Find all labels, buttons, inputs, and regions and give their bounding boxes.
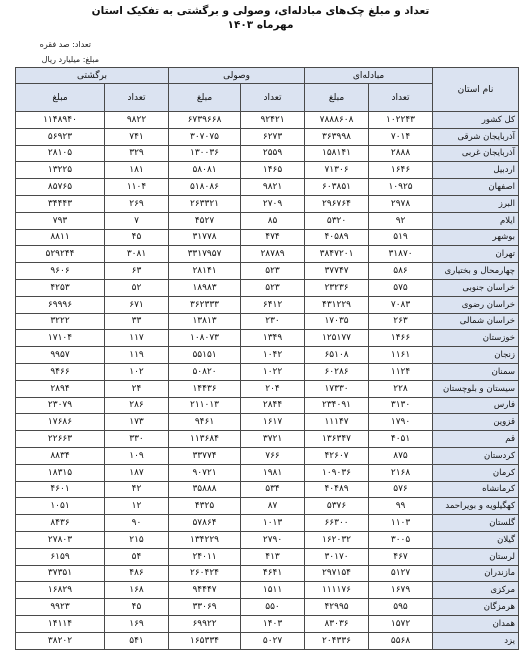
cell-returned-count: ۱۰۹ xyxy=(105,447,169,464)
cell-collected-count: ۲۵۵۹ xyxy=(241,145,305,162)
cell-returned-count: ۵۴ xyxy=(105,548,169,565)
cell-returned-count: ۳۳ xyxy=(105,313,169,330)
table-row xyxy=(16,548,519,565)
table-row xyxy=(16,464,519,481)
header-exchanged: مبادله‌ای xyxy=(305,68,433,84)
cell-exchanged-count: ۲۲۸ xyxy=(369,380,433,397)
cell-exchanged-amount: ۲۹۷۱۵۴ xyxy=(305,565,369,582)
cell-exchanged-amount: ۷۸۸۸۶۰۸ xyxy=(305,112,369,129)
cell-returned-amount: ۵۶۹۲۳ xyxy=(16,128,105,145)
cell-exchanged-count: ۷۰۸۳ xyxy=(369,296,433,313)
cell-collected-amount: ۳۳۱۷۹۵۷ xyxy=(169,246,241,263)
table-row xyxy=(16,515,519,532)
count-unit-note: تعداد: صد فقره xyxy=(39,40,91,49)
cell-exchanged-amount: ۱۲۵۱۷۷ xyxy=(305,330,369,347)
cell-returned-amount: ۱۸۳۱۵ xyxy=(16,464,105,481)
cell-returned-amount: ۸۸۳۴ xyxy=(16,447,105,464)
cell-province: تهران xyxy=(433,246,519,263)
table-row xyxy=(16,615,519,632)
cell-collected-count: ۶۴۱۲ xyxy=(241,296,305,313)
table-row xyxy=(16,582,519,599)
table-row xyxy=(16,380,519,397)
cell-exchanged-count: ۵۱۲۷ xyxy=(369,565,433,582)
cell-returned-count: ۱۱۹ xyxy=(105,347,169,364)
cell-exchanged-count: ۲۱۶۸ xyxy=(369,464,433,481)
cell-exchanged-count: ۱۶۷۹ xyxy=(369,582,433,599)
page-title xyxy=(0,4,521,32)
cell-returned-amount: ۸۴۳۶ xyxy=(16,515,105,532)
cell-returned-amount: ۱۳۲۲۵ xyxy=(16,162,105,179)
cell-collected-count: ۴۱۳ xyxy=(241,548,305,565)
cell-returned-count: ۵۲ xyxy=(105,279,169,296)
cell-returned-count: ۱۱۷ xyxy=(105,330,169,347)
cell-collected-amount: ۹۴۶۱ xyxy=(169,414,241,431)
cell-province: کرمان xyxy=(433,464,519,481)
table-row xyxy=(16,229,519,246)
cell-collected-amount: ۱۰۸۰۷۳ xyxy=(169,330,241,347)
cell-returned-count: ۶۳ xyxy=(105,263,169,280)
cell-exchanged-amount: ۱۰۹۰۳۶ xyxy=(305,464,369,481)
table-row xyxy=(16,162,519,179)
cell-exchanged-count: ۱۱۶۱ xyxy=(369,347,433,364)
cell-collected-count: ۱۴۰۳ xyxy=(241,615,305,632)
cell-exchanged-count: ۱۶۴۶ xyxy=(369,162,433,179)
cell-exchanged-amount: ۳۰۱۷۰ xyxy=(305,548,369,565)
cell-exchanged-amount: ۲۰۴۳۳۶ xyxy=(305,632,369,649)
cell-collected-count: ۱۵۱۱ xyxy=(241,582,305,599)
cell-returned-amount: ۲۸۹۴ xyxy=(16,380,105,397)
cell-exchanged-amount: ۱۱۱۴۷ xyxy=(305,414,369,431)
table-row xyxy=(16,330,519,347)
cell-returned-count: ۷۴۱ xyxy=(105,128,169,145)
table-row xyxy=(16,431,519,448)
cell-returned-count: ۱۱۰۴ xyxy=(105,179,169,196)
cell-province: یزد xyxy=(433,632,519,649)
cell-exchanged-count: ۵۷۵ xyxy=(369,279,433,296)
cell-exchanged-count: ۱۰۲۲۴۳ xyxy=(369,112,433,129)
table-row xyxy=(16,263,519,280)
cell-collected-amount: ۱۳۴۲۲۹ xyxy=(169,531,241,548)
table-row xyxy=(16,599,519,616)
cell-exchanged-amount: ۵۳۲۰ xyxy=(305,212,369,229)
cell-collected-amount: ۵۵۱۵۱ xyxy=(169,347,241,364)
cell-exchanged-amount: ۴۰۴۸۹ xyxy=(305,481,369,498)
cell-exchanged-amount: ۳۸۴۷۲۰۱ xyxy=(305,246,369,263)
table-row xyxy=(16,212,519,229)
header-province: نام استان xyxy=(433,68,519,112)
cell-exchanged-amount: ۷۱۳۰۶ xyxy=(305,162,369,179)
title-line-2: مهرماه ۱۴۰۳ xyxy=(227,19,294,31)
cell-returned-count: ۷ xyxy=(105,212,169,229)
header-exchanged-count: تعداد xyxy=(369,84,433,112)
cell-collected-amount: ۳۵۸۸۸ xyxy=(169,481,241,498)
cell-exchanged-amount: ۱۷۰۳۵ xyxy=(305,313,369,330)
cell-returned-amount: ۲۲۶۶۳ xyxy=(16,431,105,448)
cell-exchanged-count: ۱۷۹۰ xyxy=(369,414,433,431)
cell-collected-count: ۸۵ xyxy=(241,212,305,229)
cell-returned-count: ۹۸۲۲ xyxy=(105,112,169,129)
table-row xyxy=(16,363,519,380)
title-line-1: تعداد و مبلغ چک‌های مبادله‌ای، وصولی و برگشتی به تفکیک استان xyxy=(91,5,430,17)
cell-collected-amount: ۵۸۰۸۱ xyxy=(169,162,241,179)
cell-collected-amount: ۱۶۵۳۳۴ xyxy=(169,632,241,649)
cell-province: کهگیلویه و بویراحمد xyxy=(433,498,519,515)
cell-returned-amount: ۲۸۱۰۵ xyxy=(16,145,105,162)
cell-collected-count: ۴۷۴ xyxy=(241,229,305,246)
cell-exchanged-amount: ۱۵۸۱۴۱ xyxy=(305,145,369,162)
cell-province: قم xyxy=(433,431,519,448)
cell-collected-count: ۲۷۹۰ xyxy=(241,531,305,548)
cell-collected-amount: ۹۴۴۴۷ xyxy=(169,582,241,599)
cell-returned-amount: ۸۸۱۱ xyxy=(16,229,105,246)
cell-exchanged-count: ۴۰۵۱ xyxy=(369,431,433,448)
cell-province: زنجان xyxy=(433,347,519,364)
cell-exchanged-amount: ۳۷۷۴۷ xyxy=(305,263,369,280)
cell-collected-count: ۵۰۲۷ xyxy=(241,632,305,649)
cell-returned-amount: ۱۴۱۱۴ xyxy=(16,615,105,632)
cell-collected-count: ۸۷ xyxy=(241,498,305,515)
cell-collected-amount: ۱۱۳۶۸۴ xyxy=(169,431,241,448)
cell-collected-count: ۵۲۳ xyxy=(241,263,305,280)
cell-province: ایلام xyxy=(433,212,519,229)
cell-collected-amount: ۳۱۷۷۸ xyxy=(169,229,241,246)
cell-collected-amount: ۶۹۹۲۲ xyxy=(169,615,241,632)
table-row xyxy=(16,531,519,548)
cell-collected-count: ۶۲۷۳ xyxy=(241,128,305,145)
cell-exchanged-count: ۱۱۲۴ xyxy=(369,363,433,380)
cell-province: مازندران xyxy=(433,565,519,582)
table-row xyxy=(16,145,519,162)
cell-exchanged-amount: ۸۳۰۳۶ xyxy=(305,615,369,632)
cell-province: خراسان شمالی xyxy=(433,313,519,330)
cell-collected-count: ۱۰۲۲ xyxy=(241,363,305,380)
cell-province: اردبیل xyxy=(433,162,519,179)
cell-exchanged-count: ۱۴۶۶ xyxy=(369,330,433,347)
cell-exchanged-count: ۲۸۸۸ xyxy=(369,145,433,162)
cell-exchanged-amount: ۶۰۲۸۶ xyxy=(305,363,369,380)
cell-returned-amount: ۲۷۸۰۳ xyxy=(16,531,105,548)
cell-collected-amount: ۶۷۳۹۶۶۸ xyxy=(169,112,241,129)
cell-exchanged-amount: ۶۰۳۸۵۱ xyxy=(305,179,369,196)
cell-collected-amount: ۵۱۸۰۸۶ xyxy=(169,179,241,196)
cell-collected-amount: ۲۴۰۱۱ xyxy=(169,548,241,565)
cell-exchanged-count: ۱۱۰۳ xyxy=(369,515,433,532)
header-collected: وصولی xyxy=(169,68,305,84)
cell-province: مرکزی xyxy=(433,582,519,599)
cell-collected-count: ۱۳۴۹ xyxy=(241,330,305,347)
cell-exchanged-amount: ۴۳۱۲۲۹ xyxy=(305,296,369,313)
cell-province: کرمانشاه xyxy=(433,481,519,498)
cell-province: خراسان رضوی xyxy=(433,296,519,313)
cell-returned-amount: ۹۴۶۶ xyxy=(16,363,105,380)
cell-exchanged-count: ۷۰۱۴ xyxy=(369,128,433,145)
cell-collected-amount: ۱۴۴۳۶ xyxy=(169,380,241,397)
cell-province: فارس xyxy=(433,397,519,414)
cell-returned-amount: ۱۰۵۱ xyxy=(16,498,105,515)
cell-exchanged-count: ۴۶۷ xyxy=(369,548,433,565)
cell-returned-amount: ۱۱۴۸۹۴۰ xyxy=(16,112,105,129)
cell-collected-count: ۲۸۷۸۹ xyxy=(241,246,305,263)
cell-returned-count: ۱۶۹ xyxy=(105,615,169,632)
cell-returned-amount: ۳۷۳۵۱ xyxy=(16,565,105,582)
cell-returned-count: ۱۸۷ xyxy=(105,464,169,481)
amount-unit-note: مبلغ: میلیارد ریال xyxy=(41,55,99,64)
cell-exchanged-count: ۵۸۶ xyxy=(369,263,433,280)
cell-exchanged-count: ۲۹۷۸ xyxy=(369,195,433,212)
cell-province: چهارمحال و بختیاری xyxy=(433,263,519,280)
cell-collected-count: ۵۵۰ xyxy=(241,599,305,616)
cell-returned-amount: ۷۹۳ xyxy=(16,212,105,229)
cell-province: لرستان xyxy=(433,548,519,565)
cell-exchanged-amount: ۲۹۶۷۶۴ xyxy=(305,195,369,212)
cell-province: بوشهر xyxy=(433,229,519,246)
cell-collected-count: ۴۶۴۱ xyxy=(241,565,305,582)
table-row xyxy=(16,632,519,649)
cell-province: البرز xyxy=(433,195,519,212)
cell-exchanged-amount: ۱۱۱۱۷۶ xyxy=(305,582,369,599)
cell-returned-amount: ۳۴۴۴۳ xyxy=(16,195,105,212)
cell-collected-count: ۵۳۴ xyxy=(241,481,305,498)
cell-exchanged-amount: ۱۶۲۰۳۲ xyxy=(305,531,369,548)
cell-returned-count: ۳۰۸۱ xyxy=(105,246,169,263)
table-row xyxy=(16,313,519,330)
table-row xyxy=(16,128,519,145)
cell-returned-count: ۹۰ xyxy=(105,515,169,532)
cell-returned-count: ۱۶۸ xyxy=(105,582,169,599)
cell-exchanged-count: ۹۹ xyxy=(369,498,433,515)
cell-returned-count: ۴۵ xyxy=(105,229,169,246)
cell-exchanged-count: ۵۱۹ xyxy=(369,229,433,246)
checks-table xyxy=(15,67,519,650)
table-row xyxy=(16,347,519,364)
cell-province: قزوین xyxy=(433,414,519,431)
cell-returned-amount: ۲۳۰۷۹ xyxy=(16,397,105,414)
cell-province: سمنان xyxy=(433,363,519,380)
cell-returned-count: ۶۷۱ xyxy=(105,296,169,313)
cell-collected-count: ۵۲۳ xyxy=(241,279,305,296)
cell-returned-amount: ۳۸۲۰۲ xyxy=(16,632,105,649)
cell-province: کردستان xyxy=(433,447,519,464)
cell-collected-amount: ۲۸۱۴۱ xyxy=(169,263,241,280)
cell-returned-count: ۱۲ xyxy=(105,498,169,515)
table-row xyxy=(16,112,519,129)
cell-returned-count: ۴۵ xyxy=(105,599,169,616)
header-returned: برگشتی xyxy=(16,68,169,84)
cell-collected-count: ۱۰۱۳ xyxy=(241,515,305,532)
cell-collected-amount: ۲۶۰۴۲۴ xyxy=(169,565,241,582)
cell-collected-amount: ۴۳۲۵ xyxy=(169,498,241,515)
cell-returned-amount: ۹۹۵۷ xyxy=(16,347,105,364)
table-row xyxy=(16,498,519,515)
cell-returned-count: ۴۸۶ xyxy=(105,565,169,582)
cell-returned-count: ۴۲ xyxy=(105,481,169,498)
cell-collected-amount: ۹۰۷۲۱ xyxy=(169,464,241,481)
cell-collected-amount: ۴۵۲۷ xyxy=(169,212,241,229)
cell-collected-count: ۳۷۲۱ xyxy=(241,431,305,448)
cell-exchanged-amount: ۴۲۶۰۷ xyxy=(305,447,369,464)
cell-collected-amount: ۱۳۸۱۳ xyxy=(169,313,241,330)
cell-exchanged-amount: ۶۵۱۰۸ xyxy=(305,347,369,364)
cell-province: خوزستان xyxy=(433,330,519,347)
cell-collected-amount: ۵۰۸۲۰ xyxy=(169,363,241,380)
cell-returned-amount: ۹۹۲۳ xyxy=(16,599,105,616)
cell-returned-count: ۳۳۰ xyxy=(105,431,169,448)
cell-collected-amount: ۳۳۷۷۴ xyxy=(169,447,241,464)
cell-exchanged-count: ۳۰۰۵ xyxy=(369,531,433,548)
cell-exchanged-amount: ۴۰۵۸۹ xyxy=(305,229,369,246)
cell-province: اصفهان xyxy=(433,179,519,196)
cell-returned-amount: ۵۲۹۲۴۴ xyxy=(16,246,105,263)
cell-returned-count: ۳۲۹ xyxy=(105,145,169,162)
cell-returned-amount: ۱۶۸۲۹ xyxy=(16,582,105,599)
cell-returned-count: ۱۰۲ xyxy=(105,363,169,380)
cell-exchanged-count: ۵۷۶ xyxy=(369,481,433,498)
cell-exchanged-amount: ۲۳۴۰۹۱ xyxy=(305,397,369,414)
cell-returned-count: ۲۶۹ xyxy=(105,195,169,212)
header-exchanged-amount: مبلغ xyxy=(305,84,369,112)
table-row xyxy=(16,296,519,313)
header-returned-amount: مبلغ xyxy=(16,84,105,112)
header-returned-count: تعداد xyxy=(105,84,169,112)
header-collected-count: تعداد xyxy=(241,84,305,112)
cell-returned-amount: ۹۶۰۶ xyxy=(16,263,105,280)
cell-collected-amount: ۱۸۹۸۳ xyxy=(169,279,241,296)
cell-exchanged-amount: ۱۳۶۳۴۷ xyxy=(305,431,369,448)
cell-exchanged-count: ۱۰۹۲۵ xyxy=(369,179,433,196)
cell-exchanged-amount: ۲۳۲۳۶ xyxy=(305,279,369,296)
cell-collected-count: ۱۴۶۵ xyxy=(241,162,305,179)
cell-province: هرمزگان xyxy=(433,599,519,616)
cell-exchanged-amount: ۱۷۳۳۰ xyxy=(305,380,369,397)
cell-exchanged-count: ۵۵۶۸ xyxy=(369,632,433,649)
cell-collected-count: ۱۰۴۲ xyxy=(241,347,305,364)
cell-collected-count: ۷۶۶ xyxy=(241,447,305,464)
cell-collected-count: ۲۸۴۴ xyxy=(241,397,305,414)
cell-collected-amount: ۲۱۱۰۱۳ xyxy=(169,397,241,414)
cell-province: همدان xyxy=(433,615,519,632)
cell-collected-count: ۱۹۸۱ xyxy=(241,464,305,481)
cell-collected-amount: ۳۶۲۳۳۳ xyxy=(169,296,241,313)
cell-province: کل کشور xyxy=(433,112,519,129)
table-row xyxy=(16,246,519,263)
cell-province: آذربایجان غربی xyxy=(433,145,519,162)
cell-province: گلستان xyxy=(433,515,519,532)
cell-province: خراسان جنوبی xyxy=(433,279,519,296)
table-row xyxy=(16,179,519,196)
cell-exchanged-amount: ۶۶۳۰۰ xyxy=(305,515,369,532)
cell-returned-amount: ۶۱۵۹ xyxy=(16,548,105,565)
table-row xyxy=(16,447,519,464)
header-collected-amount: مبلغ xyxy=(169,84,241,112)
cell-returned-amount: ۱۷۶۸۶ xyxy=(16,414,105,431)
cell-exchanged-count: ۹۲ xyxy=(369,212,433,229)
cell-returned-count: ۲۴ xyxy=(105,380,169,397)
cell-exchanged-count: ۸۷۵ xyxy=(369,447,433,464)
cell-collected-count: ۹۸۲۱ xyxy=(241,179,305,196)
cell-collected-amount: ۵۷۸۶۴ xyxy=(169,515,241,532)
cell-collected-count: ۲۰۴ xyxy=(241,380,305,397)
table-body xyxy=(16,112,519,650)
cell-exchanged-count: ۳۱۳۰ xyxy=(369,397,433,414)
cell-returned-amount: ۶۹۹۹۶ xyxy=(16,296,105,313)
cell-province: گیلان xyxy=(433,531,519,548)
cell-exchanged-count: ۱۵۷۲ xyxy=(369,615,433,632)
cell-collected-count: ۲۳۰ xyxy=(241,313,305,330)
cell-returned-amount: ۱۷۱۰۴ xyxy=(16,330,105,347)
cell-collected-count: ۲۷۰۹ xyxy=(241,195,305,212)
cell-collected-amount: ۳۳۰۶۹ xyxy=(169,599,241,616)
table-row xyxy=(16,195,519,212)
cell-collected-count: ۹۲۴۲۱ xyxy=(241,112,305,129)
cell-returned-count: ۲۱۵ xyxy=(105,531,169,548)
cell-exchanged-amount: ۵۳۷۶ xyxy=(305,498,369,515)
cell-exchanged-amount: ۴۲۹۹۵ xyxy=(305,599,369,616)
cell-returned-count: ۲۸۶ xyxy=(105,397,169,414)
table-row xyxy=(16,279,519,296)
cell-returned-amount: ۳۲۲۲ xyxy=(16,313,105,330)
table-row xyxy=(16,414,519,431)
cell-returned-count: ۱۷۳ xyxy=(105,414,169,431)
cell-returned-count: ۵۴۱ xyxy=(105,632,169,649)
cell-returned-amount: ۸۵۷۶۵ xyxy=(16,179,105,196)
cell-returned-count: ۱۸۱ xyxy=(105,162,169,179)
cell-exchanged-count: ۳۱۸۷۰ xyxy=(369,246,433,263)
table-row xyxy=(16,481,519,498)
table-row xyxy=(16,565,519,582)
cell-collected-amount: ۱۳۰۰۳۶ xyxy=(169,145,241,162)
cell-returned-amount: ۴۶۰۱ xyxy=(16,481,105,498)
cell-exchanged-amount: ۳۶۳۹۹۸ xyxy=(305,128,369,145)
cell-province: آذربایجان شرقی xyxy=(433,128,519,145)
cell-exchanged-count: ۲۶۳ xyxy=(369,313,433,330)
cell-collected-amount: ۲۶۳۳۲۱ xyxy=(169,195,241,212)
cell-province: سیستان و بلوچستان xyxy=(433,380,519,397)
table-row xyxy=(16,397,519,414)
cell-collected-amount: ۳۰۷۰۷۵ xyxy=(169,128,241,145)
cell-returned-amount: ۴۲۵۳ xyxy=(16,279,105,296)
cell-collected-count: ۱۶۱۷ xyxy=(241,414,305,431)
cell-exchanged-count: ۵۹۵ xyxy=(369,599,433,616)
